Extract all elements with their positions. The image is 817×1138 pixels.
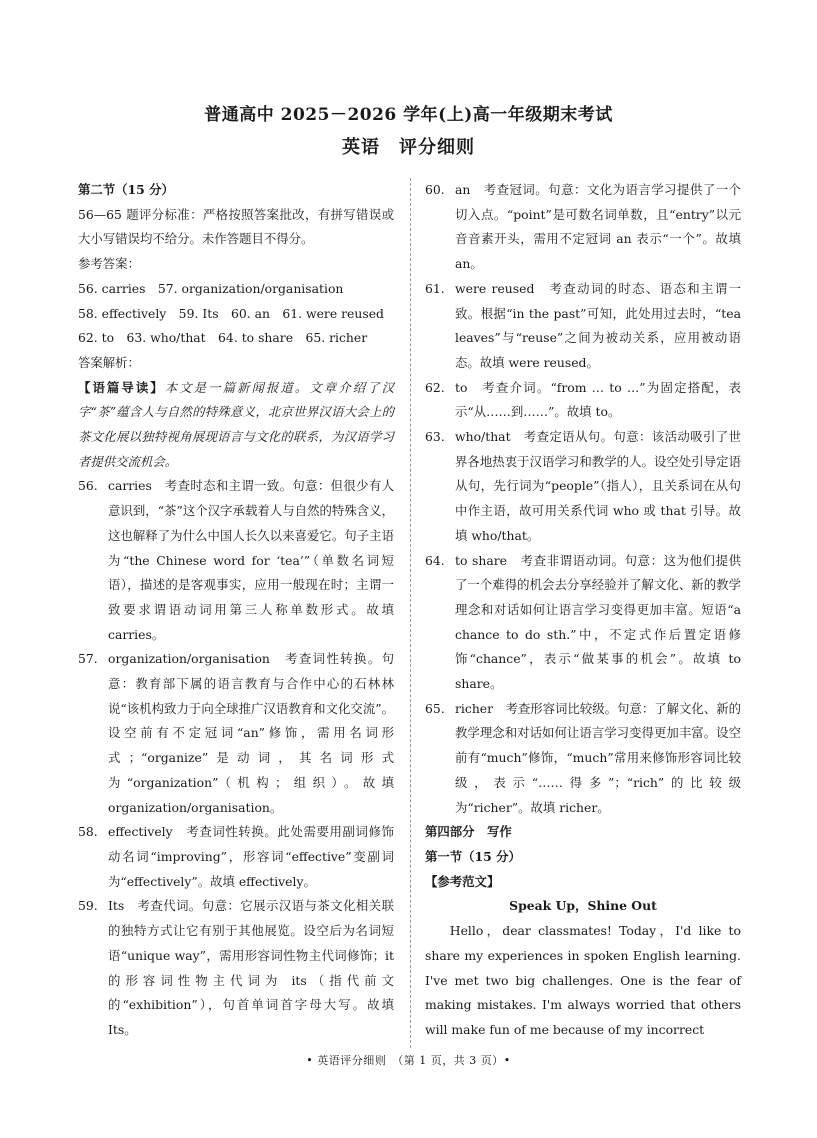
item-text: an 考查冠词。句意：文化为语言学习提供了一个切入点。“point”是可数名词单数，且“entry”以元音音素开头，需用不定冠词 an 表示“一个”。故填 an。 [455,182,741,272]
explanation-item [425,549,741,697]
item-number: 57. [78,651,98,667]
right-column [425,178,741,1043]
column-divider [410,178,411,1048]
essay-body: Hello，dear classmates! Today，I'd like to share my experiences in spoken English learning. I've met two big challenges. One is the fear of making mistakes. I'm always worried that others will make fun of me because of my incorrect [425,923,741,1037]
page-title: 普通高中 2025－2026 学年(上)高一年级期末考试 [204,105,613,125]
part-heading: 第四部分 写作 [425,824,512,840]
item-text: to 考查介词。“from … to …”为固定搭配，表示“从……到……”。故填 to。 [455,379,741,420]
answer-row: 62. to 63. who/that 64. to share 65. richer [78,330,368,346]
item-number: 65. [425,700,445,716]
answers-label: 参考答案： [78,256,140,272]
item-number: 61. [425,280,445,296]
page-subtitle: 英语 评分细则 [342,137,475,158]
explanation-item [78,474,394,647]
item-text: were reused 考查动词的时态、语态和主谓一致。根据“in the past”可知，此处用过去时，“tea leaves”与“reuse”之间为被动关系，应用被动语态。故填 were reused。 [455,280,741,370]
item-text: effectively 考查词性转换。此处需要用副词修饰动名词“improving”，形容词“effective”变副词为“effectively”。故填 effectively。 [108,824,394,889]
subsection-heading: 第一节（15 分） [425,848,521,864]
explanation-item [78,894,394,1042]
passage-intro [78,376,394,475]
scoring-standard: 56—65 题评分标准：严格按照答案批改，有拼写错误或大小写错误均不给分。未作答题目不得分。 [78,206,394,247]
answer-row: 56. carries 57. organization/organisation [78,280,344,296]
item-number: 62. [425,379,445,395]
answer-row: 58. effectively 59. Its 60. an 61. were reused [78,305,384,321]
analysis-label: 答案解析： [78,354,140,370]
item-number: 59. [78,898,98,914]
essay-title: Speak Up，Shine Out [509,898,657,914]
item-number: 58. [78,824,98,840]
item-number: 56. [78,478,98,494]
section-heading: 第二节（15 分） [78,182,174,197]
item-number: 63. [425,429,445,445]
explanation-item [425,425,741,549]
item-text: who/that 考查定语从句。句意：该活动吸引了世界各地热衷于汉语学习和教学的人。设空处引导定语从句，先行词为“people”（指人），且关系词在从句中作主语，故可用关系代词 who 或 that 引导。故填 who/that。 [455,429,741,543]
sample-essay-label: 【参考范文】 [425,873,500,889]
page-footer: • 英语评分细则 （第 1 页，共 3 页）• [306,1054,511,1067]
explanation-item [425,697,741,821]
explanation-item [425,277,741,376]
item-text: organization/organisation 考查词性转换。句意：教育部下属的语言教育与合作中心的石林林说“该机构致力于向全球推广汉语教育和文化交流”。设空前有不定冠词“an”修饰，需用名词形式；“organize”是动词，其名词形式为“organization”（机构；组织）。故填 organization/organisation。 [108,651,394,815]
item-number: 60. [425,182,445,197]
explanation-item [78,647,394,820]
left-column [78,178,394,1043]
passage-intro-label: 【语篇导读】 [78,379,165,395]
passage-intro-text: 本文是一篇新闻报道。文章介绍了汉字“茶”蕴含人与自然的特殊意义，北京世界汉语大会上的茶文化展以独特视角展现语言与文化的联系，为汉语学习者提供交流机会。 [78,379,395,469]
item-number: 64. [425,552,445,568]
item-text: to share 考查非谓语动词。句意：这为他们提供了一个难得的机会去分享经验并了解文化、新的教学理念和对话如何让语言学习变得更加丰富。短语“a chance to do sth.”中，不定式作后置定语修饰“chance”，表示“做某事的机会”。故填 to share。 [455,552,741,692]
item-text: richer 考查形容词比较级。句意：了解文化、新的教学理念和对话如何让语言学习变得更加丰富。设空前有“much”修饰，“much”常用来修饰形容词比较级，表示“……得多”；“rich”的比较级为“richer”。故填 richer。 [455,700,741,815]
item-text: carries 考查时态和主谓一致。句意：但很少有人意识到，“茶”这个汉字承载着人与自然的特殊含义，这也解释了为什么中国人长久以来喜爱它。句子主语为“the Chinese word for ‘tea’”（单数名词短语），描述的是客观事实，应用一般现在时；主谓一致要求谓语动词用第三人称单数形式。故填 carries。 [108,478,394,642]
explanation-item [425,178,741,277]
explanation-item [78,820,394,894]
explanation-item [425,376,741,425]
item-text: Its 考查代词。句意：它展示汉语与茶文化相关联的独特方式让它有别于其他展览。设空后为名词短语“unique way”，需用形容词性物主代词修饰；it 的形容词性物主代词为 its（指代前文的“exhibition”），句首单词首字母大写。故填 Its。 [108,898,394,1037]
